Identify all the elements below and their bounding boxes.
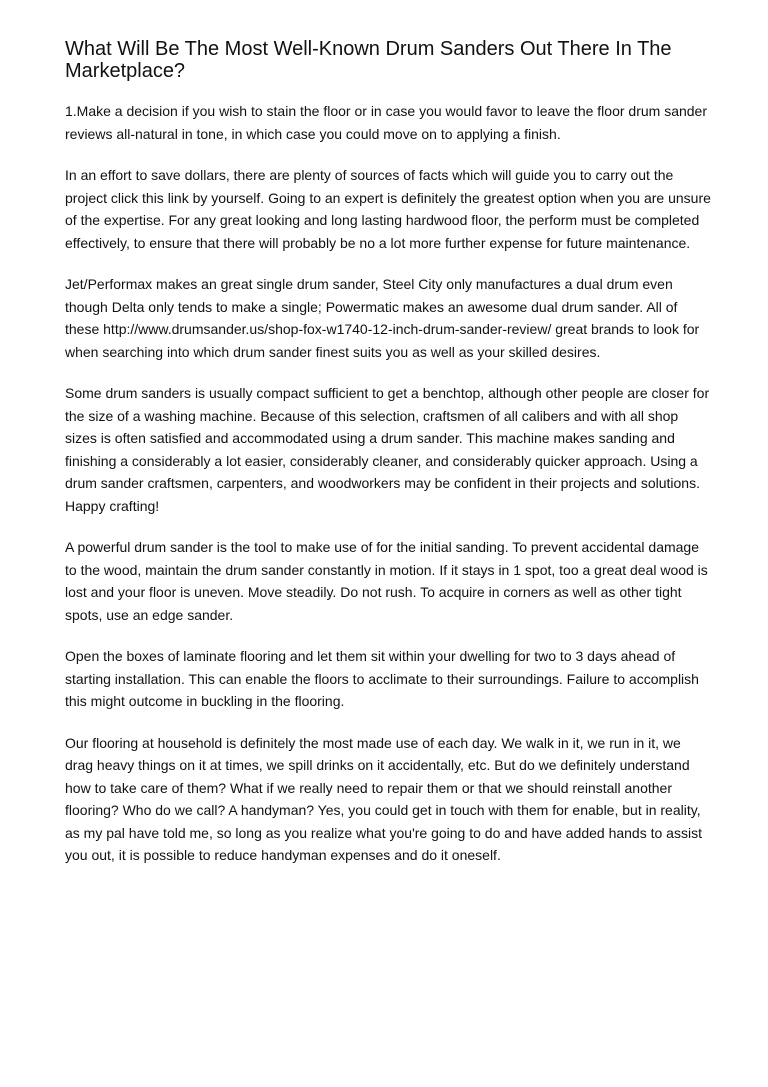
paragraph-6: Open the boxes of laminate flooring and let them sit within your dwelling for two to 3 days ahead of starting installation. This can enable the floors to acclimate to their surroundings. Failure to accomplish this might outcome in buckling in the flooring. xyxy=(65,648,699,709)
paragraph-7: Our flooring at household is definitely the most made use of each day. We walk in it, we run in it, we drag heavy things on it at times, we spill drinks on it accidentally, etc. But do we definitely understand how to take care of them? What if we really need to repair them or that we should reinstall another flooring? Who do we call? A handyman? Yes, you could get in touch with them for enable, but in reality, as my pal have told me, so long as you realize what you're going to do and have added hands to assist you out, it is possible to reduce handyman expenses and do it oneself. xyxy=(65,734,702,863)
page-title: What Will Be The Most Well-Known Drum Sanders Out There In The Marketplace? xyxy=(65,38,672,82)
paragraph-5: A powerful drum sander is the tool to make use of for the initial sanding. To prevent accidental damage to the wood, maintain the drum sander constantly in motion. If it stays in 1 spot, too a great deal wood is lost and your floor is uneven. Move steadily. Do not rush. To acquire in corners as well as other tight spots, use an edge sander. xyxy=(65,539,708,623)
paragraph-4: Some drum sanders is usually compact sufficient to get a benchtop, although other people are closer for the size of a washing machine. Because of this selection, craftsmen of all calibers and with all shop sizes is often satisfied and accommodated using a drum sander. This machine makes sanding and finishing a considerably a lot easier, considerably cleaner, and considerably quicker approach. Using a drum sander craftsmen, carpenters, and woodworkers may be confident in their projects and solutions. Happy crafting! xyxy=(65,385,710,514)
paragraph-2: In an effort to save dollars, there are plenty of sources of facts which will guide you to carry out the project click this link by yourself. Going to an expert is definitely the greatest option when you are unsure of the expertise. For any great looking and long lasting hardwood floor, the perform must be completed effectively, to ensure that there will probably be no a lot more further expense for future maintenance. xyxy=(65,167,711,251)
paragraph-1: 1.Make a decision if you wish to stain the floor or in case you would favor to leave the floor drum sander reviews all-natural in tone, in which case you could move on to applying a finish. xyxy=(65,103,708,142)
document-content xyxy=(65,38,711,886)
paragraph-3: Jet/Performax makes an great single drum sander, Steel City only manufactures a dual drum even though Delta only tends to make a single; Powermatic makes an awesome dual drum sander. All of these http://www.drumsander.us/shop-fox-w1740-12-inch-drum-sander-review/ great brands to look for when searching into which drum sander finest suits you as well as your skilled desires. xyxy=(65,276,700,360)
